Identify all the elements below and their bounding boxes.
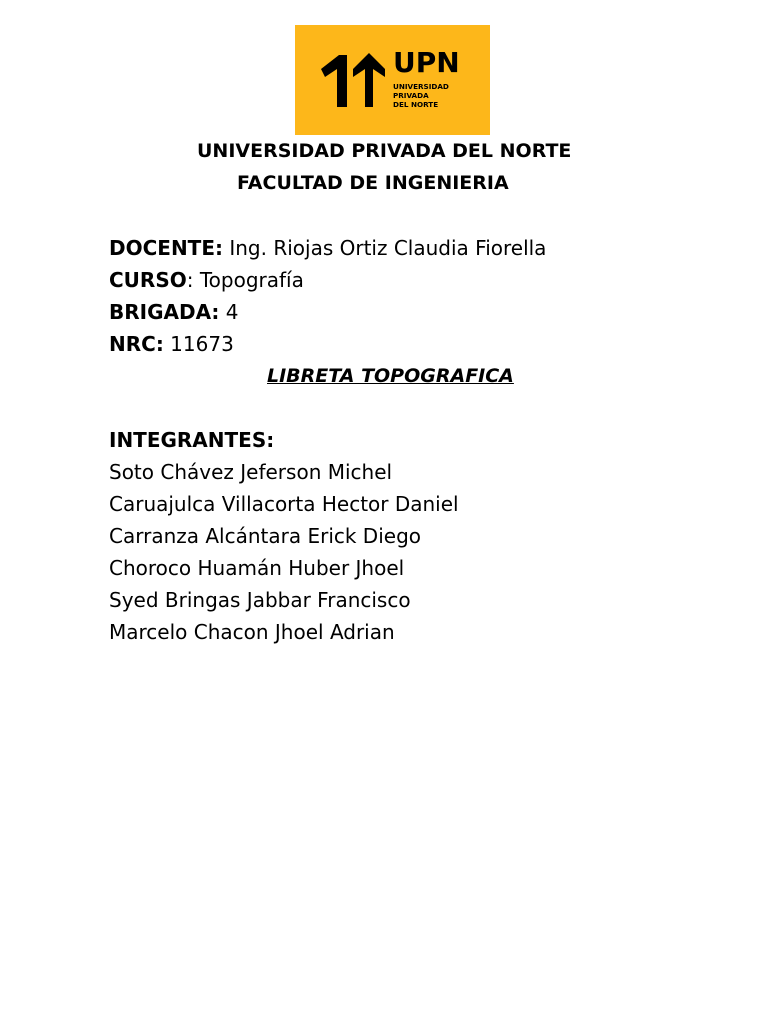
logo-subtext-line-1: UNIVERSIDAD [393, 82, 449, 91]
member-item: Choroco Huamán Huber Jhoel [109, 556, 405, 580]
brigada-label: BRIGADA: [109, 300, 220, 324]
curso-value: : Topografía [186, 268, 304, 292]
upn-logo [295, 25, 490, 135]
logo-subtext [393, 82, 449, 109]
member-item: Soto Chávez Jeferson Michel [109, 460, 393, 484]
members-heading: INTEGRANTES: [109, 428, 275, 452]
document-subtitle: LIBRETA TOPOGRAFICA [267, 365, 514, 387]
curso-row [109, 268, 304, 292]
logo-subtext-line-3: DEL NORTE [393, 100, 439, 109]
curso-label: CURSO [109, 268, 187, 292]
docente-value: Ing. Riojas Ortiz Claudia Fiorella [222, 236, 547, 260]
docente-row [109, 236, 546, 260]
member-item: Carranza Alcántara Erick Diego [109, 524, 422, 548]
member-item: Caruajulca Villacorta Hector Daniel [109, 492, 459, 516]
brigada-value: 4 [219, 300, 239, 324]
nrc-value: 11673 [163, 332, 234, 356]
upn-arrow-logo-icon [295, 25, 490, 135]
member-item: Marcelo Chacon Jhoel Adrian [109, 620, 395, 644]
member-item: Syed Bringas Jabbar Francisco [109, 588, 411, 612]
logo-brand-text: UPN [393, 46, 460, 79]
logo-subtext-line-2: PRIVADA [393, 91, 429, 100]
nrc-row [109, 332, 234, 356]
brigada-row [109, 300, 239, 324]
docente-label: DOCENTE: [109, 236, 223, 260]
faculty-title: FACULTAD DE INGENIERIA [237, 172, 509, 194]
nrc-label: NRC: [109, 332, 164, 356]
university-title: UNIVERSIDAD PRIVADA DEL NORTE [197, 140, 572, 162]
